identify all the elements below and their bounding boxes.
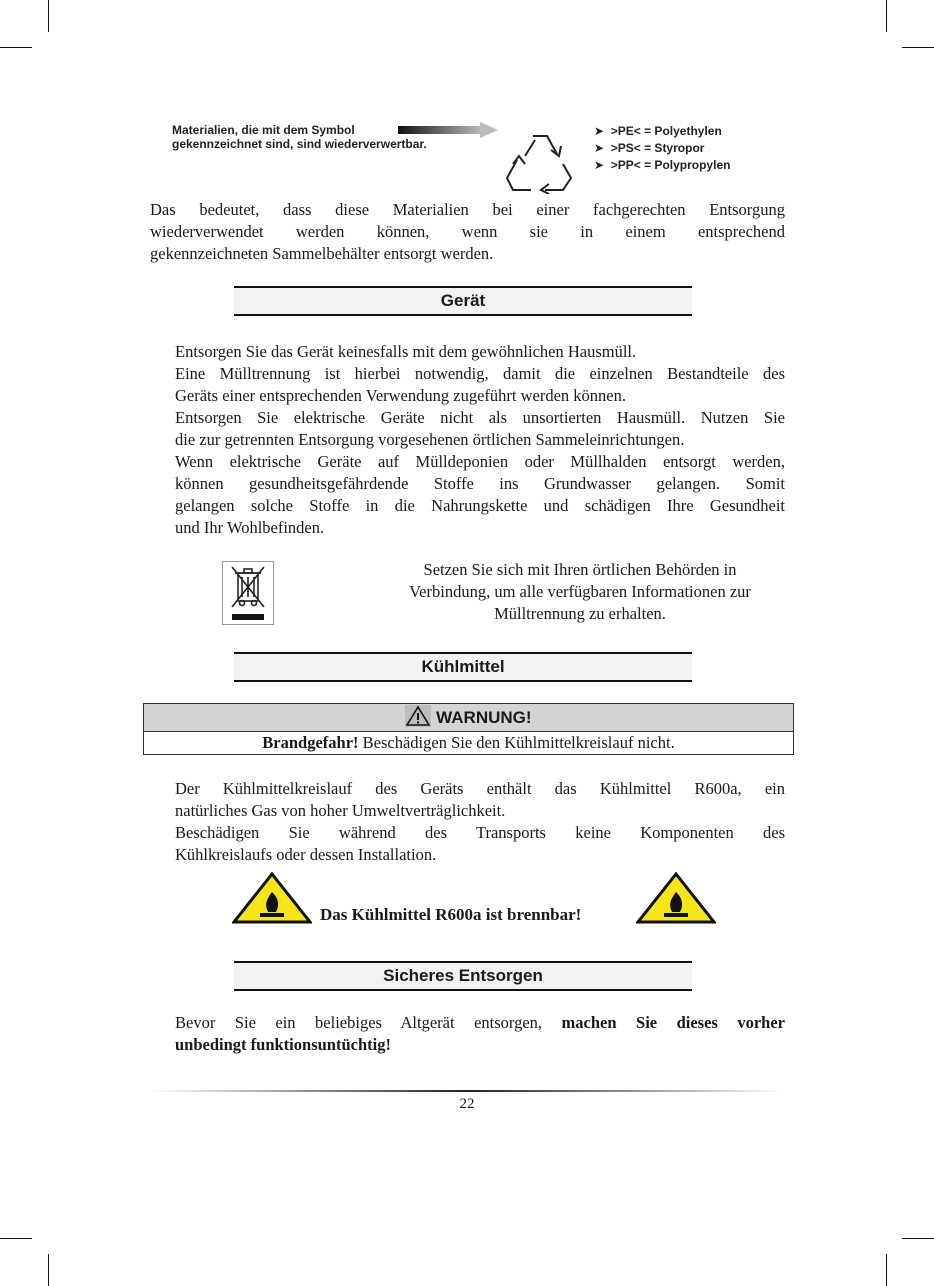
text-line: Entsorgen Sie elektrische Geräte nicht als unsortierten Hausmüll. Nutzen Sie bbox=[175, 408, 785, 427]
text-line: Eine Mülltrennung ist hierbei notwendig, damit die einzelnen Bestandteile des bbox=[175, 364, 785, 383]
text-line: Mülltrennung zu erhalten. bbox=[494, 604, 666, 623]
flammable-hazard-icon bbox=[232, 872, 312, 924]
crop-mark bbox=[902, 1238, 934, 1239]
crop-mark bbox=[0, 47, 32, 48]
chevron-right-icon: ➤ bbox=[594, 124, 611, 138]
text-line: gekennzeichneten Sammelbehälter entsorgt werden. bbox=[150, 244, 494, 263]
text-line: Das bedeutet, dass diese Materialien bei einer fachgerechten Entsorgung bbox=[150, 200, 785, 219]
recycling-label-line: Materialien, die mit dem Symbol bbox=[172, 123, 355, 137]
material-item: ➤ >PP< = Polypropylen bbox=[594, 158, 731, 172]
gradient-arrow-icon bbox=[398, 122, 498, 138]
text-line: Geräts einer entsprechenden Verwendung zugeführt werden können. bbox=[175, 386, 626, 405]
text-line: und Ihr Wohlbefinden. bbox=[175, 518, 325, 537]
geraet-paragraph bbox=[175, 341, 785, 539]
text-line: wiederverwendet werden können, wenn sie in einem entsprechend bbox=[150, 222, 785, 241]
text-line: Entsorgen Sie das Gerät keinesfalls mit dem gewöhnlichen Hausmüll. bbox=[175, 342, 637, 361]
text-line: Wenn elektrische Geräte auf Mülldeponien oder Müllhalden entsorgt werden, bbox=[175, 452, 785, 471]
warning-text: Beschädigen Sie den Kühlmittelkreislauf nicht. bbox=[358, 733, 675, 752]
crop-mark bbox=[902, 47, 934, 48]
text-line: Der Kühlmittelkreislauf des Geräts enthält das Kühlmittel R600a, ein bbox=[175, 779, 785, 798]
recycling-symbol-icon bbox=[505, 128, 575, 194]
recycling-label bbox=[172, 123, 427, 151]
chevron-right-icon: ➤ bbox=[594, 158, 611, 172]
text-line: natürliches Gas von hoher Umweltverträglichkeit. bbox=[175, 801, 506, 820]
recycling-label-line: gekennzeichnet sind, sind wiederverwertbar. bbox=[172, 137, 427, 151]
section-heading-sicheres-entsorgen: Sicheres Entsorgen bbox=[234, 961, 692, 991]
warning-header bbox=[144, 704, 793, 732]
text-line: Setzen Sie sich mit Ihren örtlichen Behörden in bbox=[423, 560, 737, 579]
material-item: ➤ >PS< = Styropor bbox=[594, 141, 705, 155]
kuehlmittel-paragraph bbox=[175, 778, 785, 866]
text-line: gelangen solche Stoffe in die Nahrungskette und schädigen Ihre Gesundheit bbox=[175, 496, 785, 515]
warning-body bbox=[144, 732, 793, 754]
warning-emphasis: Brandgefahr! bbox=[262, 733, 359, 752]
text-line: Verbindung, um alle verfügbaren Informationen zur bbox=[409, 582, 751, 601]
warning-triangle-icon bbox=[405, 705, 431, 727]
crop-mark bbox=[0, 1238, 32, 1239]
text-line: die zur getrennten Entsorgung vorgesehenen örtlichen Sammeleinrichtungen. bbox=[175, 430, 685, 449]
flammable-hazard-icon bbox=[636, 872, 716, 924]
text-line: Beschädigen Sie während des Transports keine Komponenten des bbox=[175, 823, 785, 842]
page-number: 22 bbox=[459, 1096, 475, 1112]
crop-mark bbox=[48, 0, 49, 32]
crop-mark bbox=[886, 1254, 887, 1286]
warning-title: WARNUNG! bbox=[436, 708, 532, 727]
crop-mark bbox=[48, 1254, 49, 1286]
intro-paragraph bbox=[150, 199, 785, 265]
warning-box bbox=[143, 703, 794, 755]
crop-mark bbox=[886, 0, 887, 32]
footer-rule bbox=[150, 1089, 785, 1093]
chevron-right-icon: ➤ bbox=[594, 141, 611, 155]
text-line: Kühlkreislaufs oder dessen Installation. bbox=[175, 845, 437, 864]
text-line: können gesundheitsgefährdende Stoffe ins Grundwasser gelangen. Somit bbox=[175, 474, 785, 493]
section-heading-kuehlmittel: Kühlmittel bbox=[234, 652, 692, 682]
flammable-warning-text: Das Kühlmittel R600a ist brennbar! bbox=[320, 905, 582, 924]
crossed-out-bin-icon bbox=[222, 561, 274, 625]
materials-list bbox=[594, 123, 730, 174]
text-line: Bevor Sie ein beliebiges Altgerät entsorgen, machen Sie dieses vorher bbox=[175, 1013, 785, 1032]
section-heading-geraet: Gerät bbox=[234, 286, 692, 316]
entsorgen-paragraph bbox=[175, 1012, 785, 1056]
text-line: unbedingt funktionsuntüchtig! bbox=[175, 1035, 391, 1054]
disposal-notice bbox=[380, 559, 780, 625]
material-item: ➤ >PE< = Polyethylen bbox=[594, 124, 722, 138]
